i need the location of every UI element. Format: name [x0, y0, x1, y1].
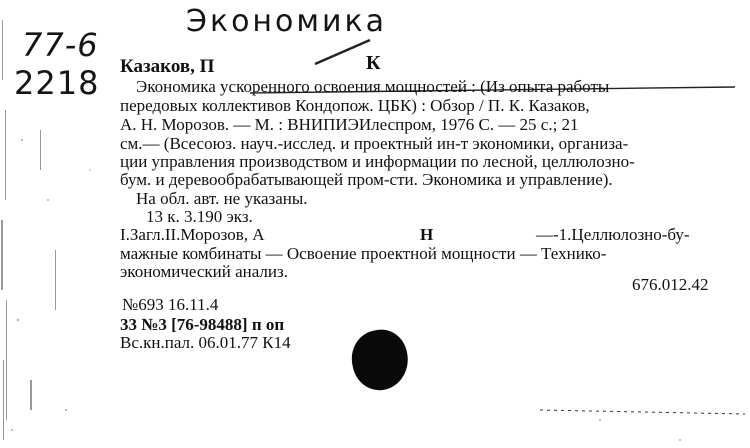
entry-line: передовых коллективов Кондопож. ЦБК) : Обзор / П. К. Казаков,: [120, 96, 590, 115]
author-initial-letter: К: [366, 52, 381, 74]
udc-code: 676.012.42: [632, 275, 709, 294]
added-entry: I.Загл.II.Морозов, А: [120, 225, 265, 244]
entry-line: см.— (Всесоюз. науч.-исслед. и проектный ин-т экономики, организа-: [120, 134, 629, 153]
author-heading: Казаков, П: [120, 56, 215, 77]
footer-line: №693 16.11.4: [122, 295, 219, 314]
entry-line: ции управления производством и информации по лесной, целлюлозно-: [120, 152, 635, 171]
dotted-rule: [540, 410, 745, 414]
entry-price: 13 к. 3.190 экз.: [146, 207, 253, 226]
entry-note: На обл. авт. не указаны.: [136, 189, 308, 208]
subject-line: экономический анализ.: [120, 262, 288, 281]
subject-heading: —-1.Целлюлозно-бу-: [536, 225, 690, 244]
footer-line: 33 №3 [76-98488] п оп: [120, 315, 285, 334]
entry-line: бум. и деревообрабатывающей пром-сти. Экономика и управление).: [120, 170, 613, 189]
footer-line: Вс.кн.пал. 06.01.77 К14: [120, 333, 291, 352]
entry-line: А. Н. Морозов. — М. : ВНИПИЭИлеспром, 1976 С. — 25 с.; 21: [120, 115, 579, 134]
subject-line: мажные комбинаты — Освоение проектной мощности — Технико-: [120, 244, 607, 263]
added-entry-letter: Н: [420, 225, 434, 244]
handwritten-call-number-top: 77-6: [22, 26, 99, 64]
handwritten-call-number-bottom: 2218: [14, 64, 100, 102]
pen-stroke-mark: [315, 40, 370, 64]
entry-line: Экономика ускоренного освоения мощностей : (Из опыта работы: [136, 77, 610, 96]
handwritten-subject: Экономика: [186, 4, 388, 39]
